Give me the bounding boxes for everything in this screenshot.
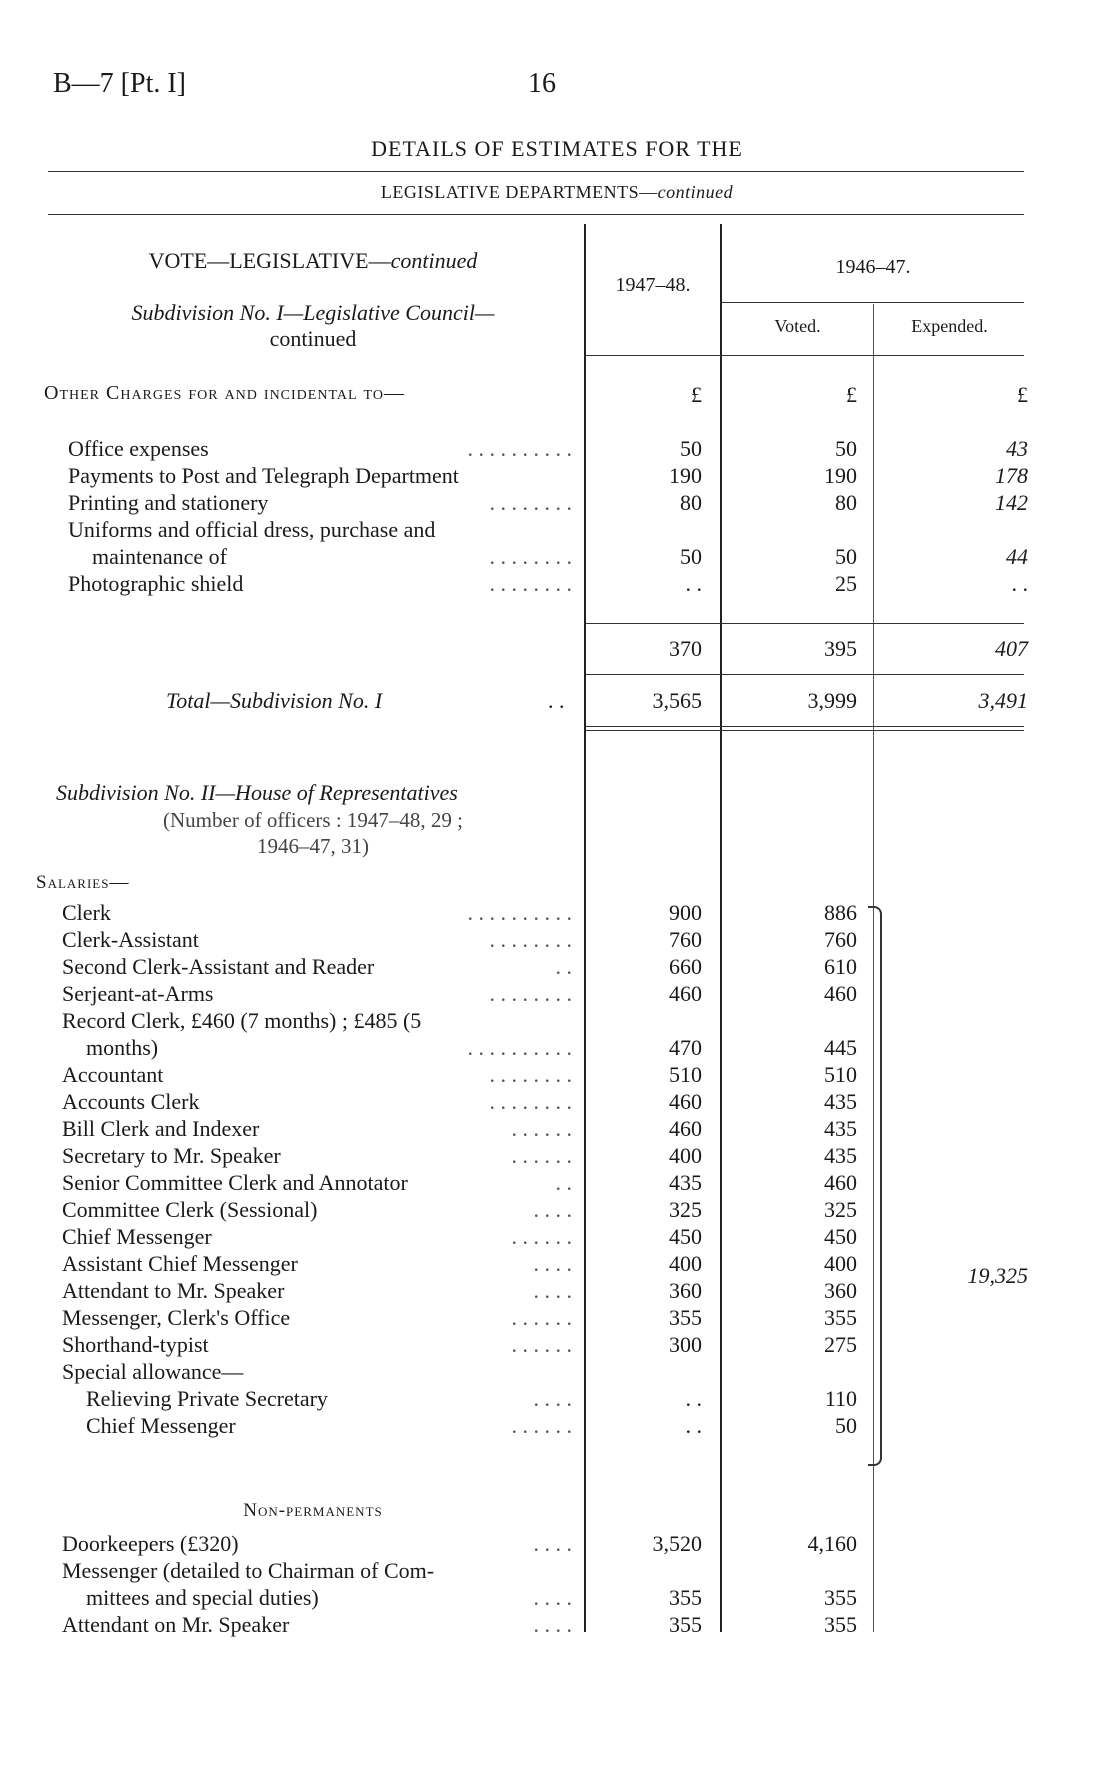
salary-row-leader: . . . . . . <box>511 1305 572 1330</box>
other-charge-row-leader: . . . . . . . . <box>489 544 572 569</box>
subtitle-main: LEGISLATIVE DEPARTMENTS— <box>380 182 658 202</box>
year-header-rule <box>722 302 1024 303</box>
other-charge-row-1947: 190 <box>669 463 702 488</box>
salary-row-voted: 460 <box>824 981 857 1006</box>
other-charge-row-1947: 80 <box>680 490 702 515</box>
salary-row-voted: 360 <box>824 1278 857 1303</box>
pound-sign-1947: £ <box>691 382 702 407</box>
salary-row-leader: . . <box>555 1170 572 1195</box>
salary-row-leader: . . . . . . <box>511 1332 572 1357</box>
other-subtotal-1947: 370 <box>669 636 702 661</box>
other-charge-row-leader: . . . . . . . . <box>489 571 572 596</box>
other-charge-row-1947: . . <box>685 571 702 596</box>
officers-count-line-2: 1946–47, 31) <box>257 834 369 858</box>
salary-row-1947: 400 <box>669 1143 702 1168</box>
salary-row-1947: 460 <box>669 1089 702 1114</box>
salary-row-voted: 435 <box>824 1089 857 1114</box>
pound-sign-voted: £ <box>846 382 857 407</box>
non-permanent-row-label: mittees and special duties) <box>86 1585 319 1610</box>
salary-row-leader: . . . . . . . . <box>489 981 572 1006</box>
other-subtotal-rule-bottom <box>586 674 1024 675</box>
salary-row-1947: 300 <box>669 1332 702 1357</box>
salary-row-leader: . . . . <box>533 1251 572 1276</box>
salary-row-1947: 510 <box>669 1062 702 1087</box>
salary-row-label: Second Clerk-Assistant and Reader <box>62 954 375 979</box>
non-permanent-row-1947: 355 <box>669 1612 702 1637</box>
non-permanent-row-voted: 4,160 <box>807 1531 857 1556</box>
non-permanent-row-leader: . . . . <box>533 1612 572 1637</box>
page-number: 16 <box>528 68 556 99</box>
salary-row-voted: 610 <box>824 954 857 979</box>
salary-row-1947: 360 <box>669 1278 702 1303</box>
salary-row-voted: 50 <box>835 1413 857 1438</box>
salary-row-voted: 886 <box>824 900 857 925</box>
salary-row-label: Relieving Private Secretary <box>86 1386 328 1411</box>
salary-row-leader: . . . . . . . . <box>489 927 572 952</box>
column-header-rule <box>586 355 1024 356</box>
other-charge-row-voted: 80 <box>835 490 857 515</box>
vote-heading-continued: continued <box>390 248 478 273</box>
other-charge-row-expended: 142 <box>995 490 1028 515</box>
salary-row-leader: . . . . . . . . . . <box>467 900 572 925</box>
salary-row-label: Assistant Chief Messenger <box>62 1251 298 1276</box>
salary-row-1947: . . <box>685 1413 702 1438</box>
non-permanent-row-voted: 355 <box>824 1585 857 1610</box>
salary-row-voted: 445 <box>824 1035 857 1060</box>
salary-row-1947: 900 <box>669 900 702 925</box>
salary-row-leader: . . . . <box>533 1386 572 1411</box>
salaries-heading: Salaries— <box>36 872 130 893</box>
salary-row-1947: 460 <box>669 981 702 1006</box>
salary-row-1947: 435 <box>669 1170 702 1195</box>
salary-row-leader: . . . . . . <box>511 1143 572 1168</box>
salary-row-voted: 325 <box>824 1197 857 1222</box>
salary-row-1947: . . <box>685 1386 702 1411</box>
total-subdivision-1-1947: 3,565 <box>652 688 702 713</box>
salary-row-voted: 460 <box>824 1170 857 1195</box>
non-permanent-row-leader: . . . . <box>533 1531 572 1556</box>
salary-row-1947: 400 <box>669 1251 702 1276</box>
other-charge-row-expended: 43 <box>1006 436 1028 461</box>
pound-sign-expended: £ <box>1017 382 1028 407</box>
total-subdivision-1-label: Total—Subdivision No. I <box>166 688 383 713</box>
column-header-expended: Expended. <box>911 316 988 336</box>
salary-row-label: Attendant to Mr. Speaker <box>62 1278 285 1303</box>
other-charge-row-voted: 190 <box>824 463 857 488</box>
salary-row-label: Secretary to Mr. Speaker <box>62 1143 281 1168</box>
salary-row-label: Special allowance— <box>62 1359 244 1384</box>
salary-row-1947: 470 <box>669 1035 702 1060</box>
subdivision-1-continued: continued <box>269 326 357 351</box>
salary-row-leader: . . . . . . <box>511 1116 572 1141</box>
salary-row-label: Committee Clerk (Sessional) <box>62 1197 318 1222</box>
salary-row-voted: 110 <box>824 1386 857 1411</box>
salaries-expended-total: 19,325 <box>967 1263 1028 1288</box>
salary-row-leader: . . . . <box>533 1197 572 1222</box>
salary-row-leader: . . . . . . <box>511 1224 572 1249</box>
salary-row-1947: 760 <box>669 927 702 952</box>
salary-row-leader: . . . . . . <box>511 1413 572 1438</box>
salary-row-label: Accounts Clerk <box>62 1089 200 1114</box>
other-subtotal-expended: 407 <box>995 636 1028 661</box>
salary-row-voted: 355 <box>824 1305 857 1330</box>
other-charge-row-label: Photographic shield <box>68 571 244 596</box>
salary-row-1947: 450 <box>669 1224 702 1249</box>
total-rule-2 <box>586 730 1024 731</box>
non-permanent-row-label: Doorkeepers (£320) <box>62 1531 239 1556</box>
column-header-1946-47: 1946–47. <box>835 256 911 278</box>
salary-row-voted: 510 <box>824 1062 857 1087</box>
vote-heading-main: VOTE—LEGISLATIVE— <box>148 248 391 273</box>
non-permanent-row-1947: 3,520 <box>652 1531 702 1556</box>
other-charges-heading: Other Charges for and incidental to— <box>44 382 405 404</box>
title-rule <box>48 171 1024 172</box>
other-charge-row-label: maintenance of <box>92 544 227 569</box>
salary-row-voted: 435 <box>824 1116 857 1141</box>
salary-row-label: Serjeant-at-Arms <box>62 981 214 1006</box>
other-charge-row-label: Office expenses <box>68 436 209 461</box>
salary-row-1947: 660 <box>669 954 702 979</box>
other-subtotal-voted: 395 <box>824 636 857 661</box>
total-subdivision-1-expended: 3,491 <box>978 688 1028 713</box>
salary-row-label: Shorthand-typist <box>62 1332 209 1357</box>
other-charge-row-voted: 25 <box>835 571 857 596</box>
non-permanent-row-voted: 355 <box>824 1612 857 1637</box>
salary-row-voted: 435 <box>824 1143 857 1168</box>
salary-row-label: Record Clerk, £460 (7 months) ; £485 (5 <box>62 1008 422 1033</box>
other-charge-row-expended: . . <box>1011 571 1028 596</box>
salary-row-label: Clerk-Assistant <box>62 927 199 952</box>
column-header-voted: Voted. <box>774 316 821 336</box>
salary-row-voted: 450 <box>824 1224 857 1249</box>
salary-row-label: Senior Committee Clerk and Annotator <box>62 1170 408 1195</box>
salaries-brace <box>868 906 882 1466</box>
other-charge-row-label: Printing and stationery <box>68 490 269 515</box>
non-permanents-heading: Non-permanents <box>243 1500 383 1521</box>
total-subdivision-1-voted: 3,999 <box>807 688 857 713</box>
officers-count-line-1: (Number of officers : 1947–48, 29 ; <box>163 808 463 832</box>
subdivision-2-heading: Subdivision No. II—House of Representatives <box>56 780 458 805</box>
other-charge-row-expended: 44 <box>1006 544 1028 569</box>
other-charge-row-expended: 178 <box>995 463 1028 488</box>
salary-row-voted: 760 <box>824 927 857 952</box>
salary-row-leader: . . . . . . . . <box>489 1062 572 1087</box>
other-charge-row-leader: . . . . . . . . <box>489 490 572 515</box>
page-title: DETAILS OF ESTIMATES FOR THE <box>371 136 743 161</box>
salary-row-voted: 400 <box>824 1251 857 1276</box>
non-permanent-row-leader: . . . . <box>533 1585 572 1610</box>
subtitle-rule <box>48 214 1024 215</box>
other-charge-row-label: Payments to Post and Telegraph Department <box>68 463 459 488</box>
salary-row-label: Messenger, Clerk's Office <box>62 1305 291 1330</box>
other-subtotal-rule-top <box>586 623 1024 624</box>
salary-row-label: months) <box>86 1035 159 1060</box>
other-charge-row-leader: . . . . . . . . . . <box>467 436 572 461</box>
salary-row-1947: 325 <box>669 1197 702 1222</box>
salary-row-leader: . . . . <box>533 1278 572 1303</box>
column-divider-mid <box>720 224 722 1632</box>
salary-row-1947: 355 <box>669 1305 702 1330</box>
other-charge-row-1947: 50 <box>680 544 702 569</box>
subtitle-continued: continued <box>657 182 734 202</box>
non-permanent-row-label: Attendant on Mr. Speaker <box>62 1612 290 1637</box>
non-permanent-row-label: Messenger (detailed to Chairman of Com- <box>62 1558 435 1583</box>
salary-row-label: Accountant <box>62 1062 164 1087</box>
non-permanent-row-1947: 355 <box>669 1585 702 1610</box>
document-reference: B—7 [Pt. I] <box>53 68 186 99</box>
other-charge-row-1947: 50 <box>680 436 702 461</box>
salary-row-label: Clerk <box>62 900 111 925</box>
total-rule-1 <box>586 726 1024 727</box>
vote-heading <box>48 248 578 274</box>
other-charge-row-voted: 50 <box>835 544 857 569</box>
subdivision-1-heading: Subdivision No. I—Legislative Council— <box>131 300 495 325</box>
salary-row-leader: . . . . . . . . <box>489 1089 572 1114</box>
page-subtitle <box>0 182 1114 203</box>
salary-row-label: Chief Messenger <box>62 1224 212 1249</box>
salary-row-voted: 275 <box>824 1332 857 1357</box>
column-header-1947-48: 1947–48. <box>615 274 691 296</box>
salary-row-label: Bill Clerk and Indexer <box>62 1116 260 1141</box>
other-charge-row-voted: 50 <box>835 436 857 461</box>
total-subdivision-1-leader: . . <box>548 688 565 713</box>
column-divider-left <box>584 224 586 1632</box>
salary-row-1947: 460 <box>669 1116 702 1141</box>
salary-row-leader: . . . . . . . . . . <box>467 1035 572 1060</box>
salary-row-label: Chief Messenger <box>86 1413 236 1438</box>
salary-row-leader: . . <box>555 954 572 979</box>
other-charge-row-label: Uniforms and official dress, purchase and <box>68 517 436 542</box>
